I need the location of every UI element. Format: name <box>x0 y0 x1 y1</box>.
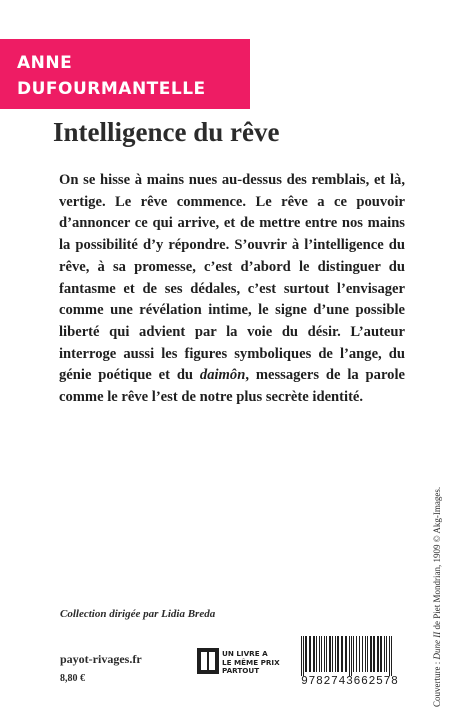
book-title: Intelligence du rêve <box>53 117 280 147</box>
price: 8,80 € <box>60 673 85 684</box>
author-first-name: ANNE <box>17 53 73 73</box>
blurb-text-1: On se hisse à mains nues au-dessus des remblais, et là, vertige. Le rêve commence. Le rêve a ce pouvoir d’annoncer ce qui arrive, et de mettre entre nos mains la possibilité d’y répondre. S’ouvrir à l’intelligence du rêve, à sa promesse, c’est d’abord le distinguer du fantasme et de ses dédales, c’est surtout l’envisager comme une révélation intime, le signe d’une possible liberté qui advient par la voie du désir. L’auteur interroge aussi les figures symboliques de l’ange, du génie poétique et du <box>59 172 405 384</box>
blurb-text-2: , messagers de la parole comme le rêve l’est de notre plus secrète identité. <box>59 367 405 406</box>
book-price-law-logo-icon <box>197 648 219 674</box>
book-price-law-text <box>222 650 280 676</box>
promo-line-2: LE MÊME PRIX <box>222 657 280 667</box>
barcode <box>300 636 428 676</box>
cover-credit <box>432 487 442 707</box>
back-cover-blurb <box>59 170 405 409</box>
cover-credit-suffix: de Piet Mondrian, 1909 © Akg-Images. <box>432 486 442 632</box>
author-band <box>0 39 250 109</box>
isbn-digits: 9782743662578 <box>301 675 399 688</box>
promo-line-3: PARTOUT <box>222 666 260 676</box>
publisher-website: payot-rivages.fr <box>60 652 142 666</box>
author-last-name: DUFOURMANTELLE <box>17 79 206 99</box>
promo-line-1: UN LIVRE A <box>222 649 268 658</box>
blurb-italic-word: daimôn <box>199 367 246 384</box>
cover-credit-artwork: Dune II <box>432 631 442 660</box>
cover-credit-prefix: Couverture : <box>432 659 442 707</box>
collection-note: Collection dirigée par Lidia Breda <box>60 608 216 620</box>
